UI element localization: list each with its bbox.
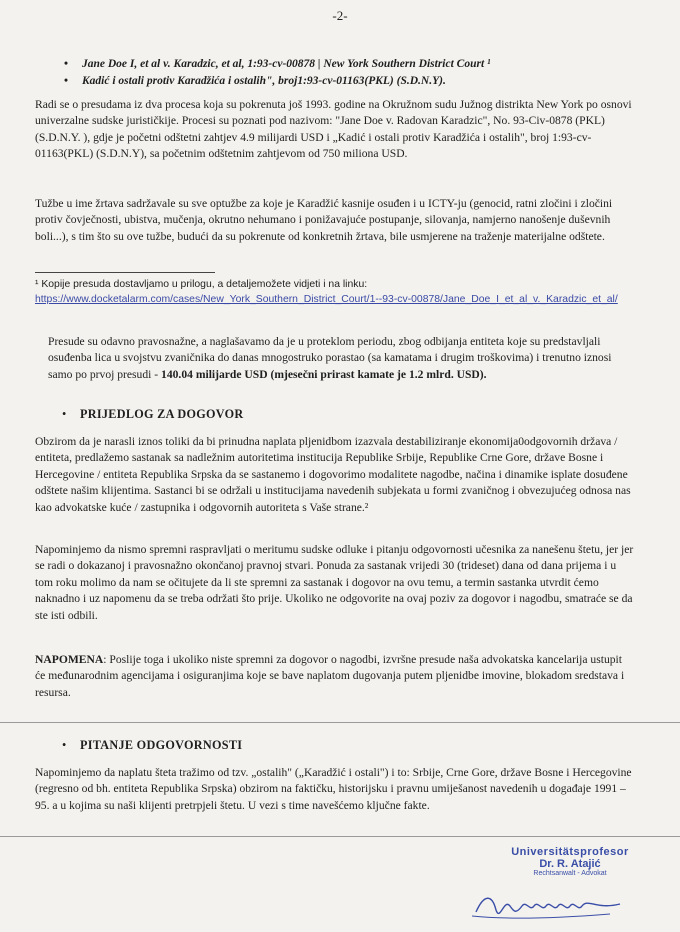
signature [470,888,630,924]
heading-agreement-proposal: • PRIJEDLOG ZA DOGOVOR [62,407,244,422]
section-divider [0,722,680,723]
judgment-amount: 140.04 milijarde USD (mjesečni prirast kamate je 1.2 mlrd. USD). [161,367,487,381]
judgment-text: Presude su odavno pravosnažne, a naglašavamo da je u proteklom periodu, zbog odbijanja entiteta koje su predstavljali osuđenba lica u svojstvu zvaničnika do danas mnogostruko porastao (sa kamatama i drugim troškovima) i trenutno iznosi samo po prvoj presudi - [48,335,612,381]
paragraph-responsibility: Napominjemo da naplatu šteta tražimo od tzv. „ostalih" („Karadžić i ostali") i to: Srbije, Crne Gore, države Bosne i Hercegovine (regresno od bh. entiteta Republika Srpska) obzirom na faktičku, historijsku i pravnu umiješanost navedenih u događaje 1991 – 95. a u kojima su naši klijenti pretrpjeli štetu. U vezi s time navešćemo ključne fakte. [35,766,632,812]
case-list [62,56,662,90]
paragraph-judgment-amount [48,334,638,383]
paragraph-lawsuit-content: Tužbe u ime žrtava sadržavale su sve optužbe za koje je Karadžić kasnije osuđen i u ICTY-ju (genocid, ratni zločini i zločini protiv čovječnosti, ubistva, mučenja, okrutno nehumano i ponižavajuće postupanje, silovanja, namjerno nanošenje duševnih boli...), s tim što su ove tužbe, budući da su pokrenute od konkretnih žrtava, bile usmjerene na traženje materijalne odštete. [35,197,613,243]
note-text: : Poslije toga i ukoliko niste spremni za dogovor o nagodbi, izvršne presude naša advokatska kancelarija ustupit će međunarodnim agencijama i osiguranjima koje se bave naplatom dugovanja putem pljenidbe imovine, blokadom sredstava i resursa. [35,653,625,699]
paragraph-cases-intro: Radi se o presudama iz dva procesa koja su pokrenuta još 1993. godine na Okružnom sudu Južnog distrikta New York po osnovi univerzalne sudske jurističkije. Procesi su poznati pod nazivom: "Jane Doe v. Radovan Karadzic", No. 93-Civ-0878 (PKL) (S.D.N.Y. ), gdje je početni odštetni zahtjev 4.9 milijardi USD i „Kadić i ostali protiv Karadžića i ostalih", broj 1:93-cv-01163(PKL) (S.D.N.Y), sa početnim odštetnim zahtjevom od 750 miliona USD. [35,98,632,161]
paragraph-note [35,652,635,701]
note-label: NAPOMENA [35,653,104,666]
footnote-text: ¹ Kopije presuda dostavljamo u prilogu, a detaljemožete vidjeti i na linku: [35,279,368,290]
page-number: -2- [332,8,348,23]
stamp-title: Universitätsprofesor [511,846,629,858]
footnote [35,278,635,307]
case-item-1: • Jane Doe I, et al v. Karadzic, et al, 1:93-cv-00878 | New York Southern District Court ¹ [62,56,662,73]
stamp-name: Dr. R. Atajić [539,858,601,870]
paragraph-meeting-proposal: Obzirom da je narasli iznos toliki da bi prinudna naplata pljenidbom izazvala destabiliziranje ekonomija0odgovornih država / entiteta, predlažemo sastanak sa nadležnim autoritetima institucija Republike Srbije, Republike Crne Gore, države Bosne i Hercegovine / entiteta Republika Srpska da se sastanemo i dogovorimo modalitete nagodbe, načina i dinamike isplate dosuđene odštete našim klijentima. Sastanci bi se održali u institucijama navedenih subjekata u formi zvaničnog i obvezujućeg odnosa nas kao advokatske kuće / zastupnika i odgovornih autoriteta s Vaše strane.² [35,435,631,514]
footnote-divider [35,272,215,273]
case-item-2: • Kadić i ostali protiv Karadžića i ostalih", broj1:93-cv-01163(PKL) (S.D.N.Y). [62,73,662,90]
heading-responsibility: • PITANJE ODGOVORNOSTI [62,738,242,753]
lawyer-stamp [475,846,665,877]
footnote-link[interactable]: https://www.docketalarm.com/cases/New_York_Southern_District_Court/1--93-cv-00878/Jane_Doe_I_et_al_v._Karadzic_et_al/ [35,293,618,305]
paragraph-offer-terms: Napominjemo da nismo spremni raspravljati o meritumu sudske odluke i pitanju odgovornosti učesnika za nanešenu štetu, jer jer se radi o dokazanoj i pravosnažno okončanoj pravnoj stvari. Ponuda za sastanak vrijedi 30 (trideset) dana od dana prijema i u tom roku molimo da nam se očitujete da li ste spremni za sastanak i dogovor na ovu temu, a termin sastanka utvrdit ćemo naknadno i uz napomenu da se treba održati što prije. Ukoliko ne odgovorite na ovaj poziv za dogovor i nagodbu, smatraće se da ste isti odbili. [35,543,634,622]
bottom-divider [0,836,680,837]
stamp-role: Rechtsanwalt - Advokat [533,870,607,877]
